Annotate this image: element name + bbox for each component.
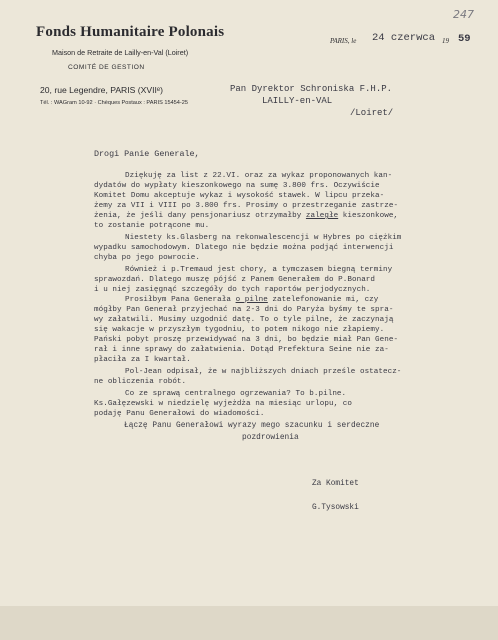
page-number: 247 — [453, 8, 474, 21]
paper-bottom-edge — [0, 606, 498, 640]
body-line: Również i p.Tremaud jest chory, a tymczasem biegną terminy — [125, 266, 393, 274]
body-text: kieszonkowe, — [338, 212, 399, 220]
body-line: Pol-Jean odpisał, że w najbliższych dniach prześle ostatecz- — [125, 368, 402, 376]
date-year-prefix: 19 — [442, 37, 449, 45]
letterhead-comite: COMITÉ DE GESTION — [68, 64, 145, 71]
body-line: chyba po jego powrocie. — [94, 254, 200, 262]
letterhead-tel: Tél. : WAGram 10-92 · Chèques Postaux : PARIS 15454-25 — [40, 100, 188, 106]
body-line: i u niej zasięgnąć szczegóły do tych raportów perjodycznych. — [94, 286, 371, 294]
letterhead-org-name: Fonds Humanitaire Polonais — [36, 24, 225, 40]
body-line: żemy za VII i VIII po 3.800 frs. Prosimy o przestrzeganie zastrze- — [94, 202, 399, 210]
body-line: to zostanie potrącone mu. — [94, 222, 210, 230]
body-line: podaję Panu Generałowi do wiadomości. — [94, 410, 265, 418]
body-line: wypadku samochodowym. Dlatego nie będzie można podjąć interwencji — [94, 244, 394, 252]
body-text: Prosiłbym Pana Generała — [125, 296, 236, 304]
body-line: Komitet Domu akceptuje wykaz i wysokość stawek. W lipcu przeka- — [94, 192, 385, 200]
body-text: żenia, że jeśli dany pensjonariusz otrzymałby — [94, 212, 306, 220]
date-day-month: 24 czerwca — [372, 32, 436, 44]
letterhead-address: 20, rue Legendre, PARIS (XVIIᵉ) — [40, 85, 163, 95]
body-line: Pański pobyt proszę przewidywać na 3 dni, bo będzie miał Pan Gene- — [94, 336, 399, 344]
body-line: sprawozdań. Dlatego muszę pójść z Panem Generałem do P.Bonard — [94, 276, 376, 284]
body-line: wy załatwili. Musimy uzgodnić datę. To o tyle pilne, że zaczynają — [94, 316, 394, 324]
greeting: Drogi Panie Generale, — [94, 149, 200, 159]
closing-line: pozdrowienia — [242, 434, 299, 442]
body-line: Co ze sprawą centralnego ogrzewania? To b.pilne. — [125, 390, 347, 398]
date-place: PARIS, le — [330, 37, 357, 45]
body-line — [94, 212, 398, 220]
body-line — [125, 296, 378, 304]
body-line: Niestety ks.Glasberg na rekonwalescencji w Hybres po ciężkim — [125, 234, 402, 242]
body-line: Dziękuję za list z 22.VI. oraz za wykaz proponowanych kan- — [125, 172, 393, 180]
body-line: dydatów do wypłaty kieszonkowego na sumę 3.800 frs. Oczywiście — [94, 182, 380, 190]
body-text: zatelefonowanie mi, czy — [267, 296, 379, 304]
body-line: mógłby Pan Generał przyjechać na 2-3 dni do Paryża byśmy te spra- — [94, 306, 394, 314]
underlined-text: o pilne — [235, 296, 268, 304]
recipient-line-1: Pan Dyrektor Schroniska F.H.P. — [230, 84, 393, 94]
recipient-line-3: /Loiret/ — [350, 108, 394, 118]
body-line: się wakacje w przyszłym tygodniu, to potem nikogo nie złapiemy. — [94, 326, 385, 334]
letterhead-subtitle: Maison de Retraite de Lailly-en-Val (Loiret) — [52, 48, 189, 57]
body-line: płaciła za I kwartał. — [94, 356, 191, 364]
body-line: ne obliczenia robót. — [94, 378, 187, 386]
closing-line: Łączę Panu Generałowi wyrazy mego szacunku i serdeczne — [124, 422, 380, 430]
recipient-line-2: LAILLY-en-VAL — [262, 96, 333, 106]
body-line: Ks.Gałęzewski w niedzielę wyjeżdża na miesiąc urlopu, co — [94, 400, 352, 408]
signature-name: G.Tysowski — [312, 504, 359, 512]
date-year: 59 — [458, 33, 471, 45]
signature-committee: Za Komitet — [312, 480, 359, 488]
underlined-text: zaległe — [305, 212, 339, 220]
body-line: rał i inne sprawy do załatwienia. Dotąd Prefektura Seine nie za- — [94, 346, 389, 354]
